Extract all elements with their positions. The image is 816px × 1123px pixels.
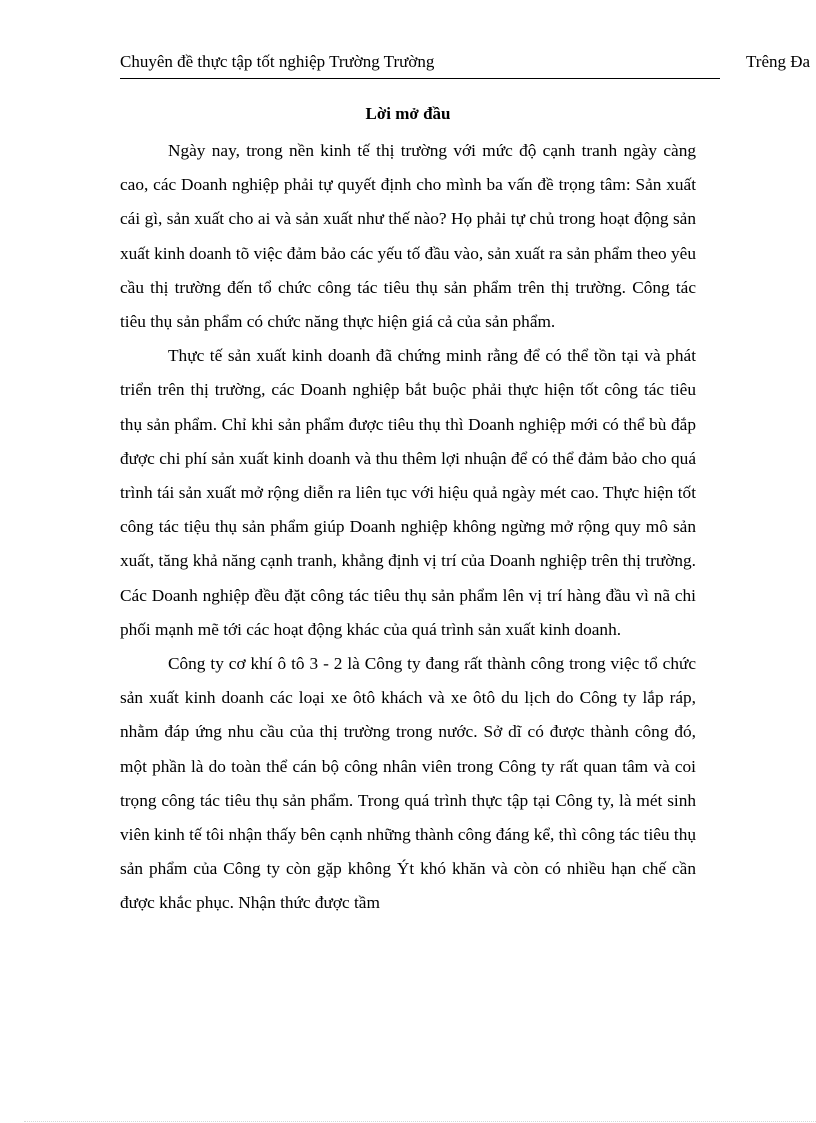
section-title: Lời mở đầu [365, 104, 451, 123]
paragraph-2: Thực tế sản xuất kinh doanh đã chứng minh rằng để có thể tồn tại và phát triển trên thị trường, các Doanh nghiệp bắt buộc phải thực hiện tốt công tác tiêu thụ sản phẩm. Chỉ khi sản phẩm được tiêu thụ thì Doanh nghiệp mới có thể bù đắp được chi phí sản xuất kinh doanh và thu thêm lợi nhuận để có thể đảm bảo cho quá trình tái sản xuất mở rộng diễn ra liên tục với hiệu quả ngày mét cao. Thực hiện tốt công tác tiệu thụ sản phẩm giúp Doanh nghiệp không ngừng mở rộng quy mô sản xuất, tăng khả năng cạnh tranh, khẳng định vị trí của Doanh nghiệp trên thị trường. Các Doanh nghiệp đều đặt công tác tiêu thụ sản phẩm lên vị trí hàng đầu vì nã chi phối mạnh mẽ tới các hoạt động khác của quá trình sản xuất kinh doanh. [120, 346, 696, 639]
page-bottom-divider [24, 1121, 816, 1122]
paragraph-3: Công ty cơ khí ô tô 3 - 2 là Công ty đang rất thành công trong việc tổ chức sản xuất kinh doanh các loại xe ôtô khách và xe ôtô du lịch do Công ty lắp ráp, nhằm đáp ứng nhu cầu của thị trường trong nước. Sở dĩ có được thành công đó, một phần là do toàn thể cán bộ công nhân viên trong Công ty rất quan tâm và coi trọng công tác tiêu thụ sản phẩm. Trong quá trình thực tập tại Công ty, là mét sinh viên kinh tế tôi nhận thấy bên cạnh những thành công đáng kể, thì công tác tiêu thụ sản phẩm của Công ty còn gặp không Ýt khó khăn và còn có nhiều hạn chế cần được khắc phục. Nhận thức được tầm [120, 654, 696, 913]
header-school-name: Trêng Đa [746, 52, 811, 71]
body-text [120, 134, 696, 921]
header-divider [120, 78, 720, 79]
page-header [120, 52, 816, 78]
header-document-title: Chuyên đề thực tập tốt nghiệp Trường Trường [120, 52, 435, 71]
paragraph-1: Ngày nay, trong nền kinh tế thị trường với mức độ cạnh tranh ngày càng cao, các Doanh nghiệp phải tự quyết định cho mình ba vấn đề trọng tâm: Sản xuất cái gì, sản xuất cho ai và sản xuất như thế nào? Họ phải tự chủ trong hoạt động sản xuất kinh doanh tõ việc đảm bảo các yếu tố đầu vào, sản xuất ra sản phẩm theo yêu cầu thị trường đến tổ chức công tác tiêu thụ sản phẩm trên thị trường. Công tác tiêu thụ sản phẩm có chức năng thực hiện giá cả của sản phẩm. [120, 141, 696, 332]
